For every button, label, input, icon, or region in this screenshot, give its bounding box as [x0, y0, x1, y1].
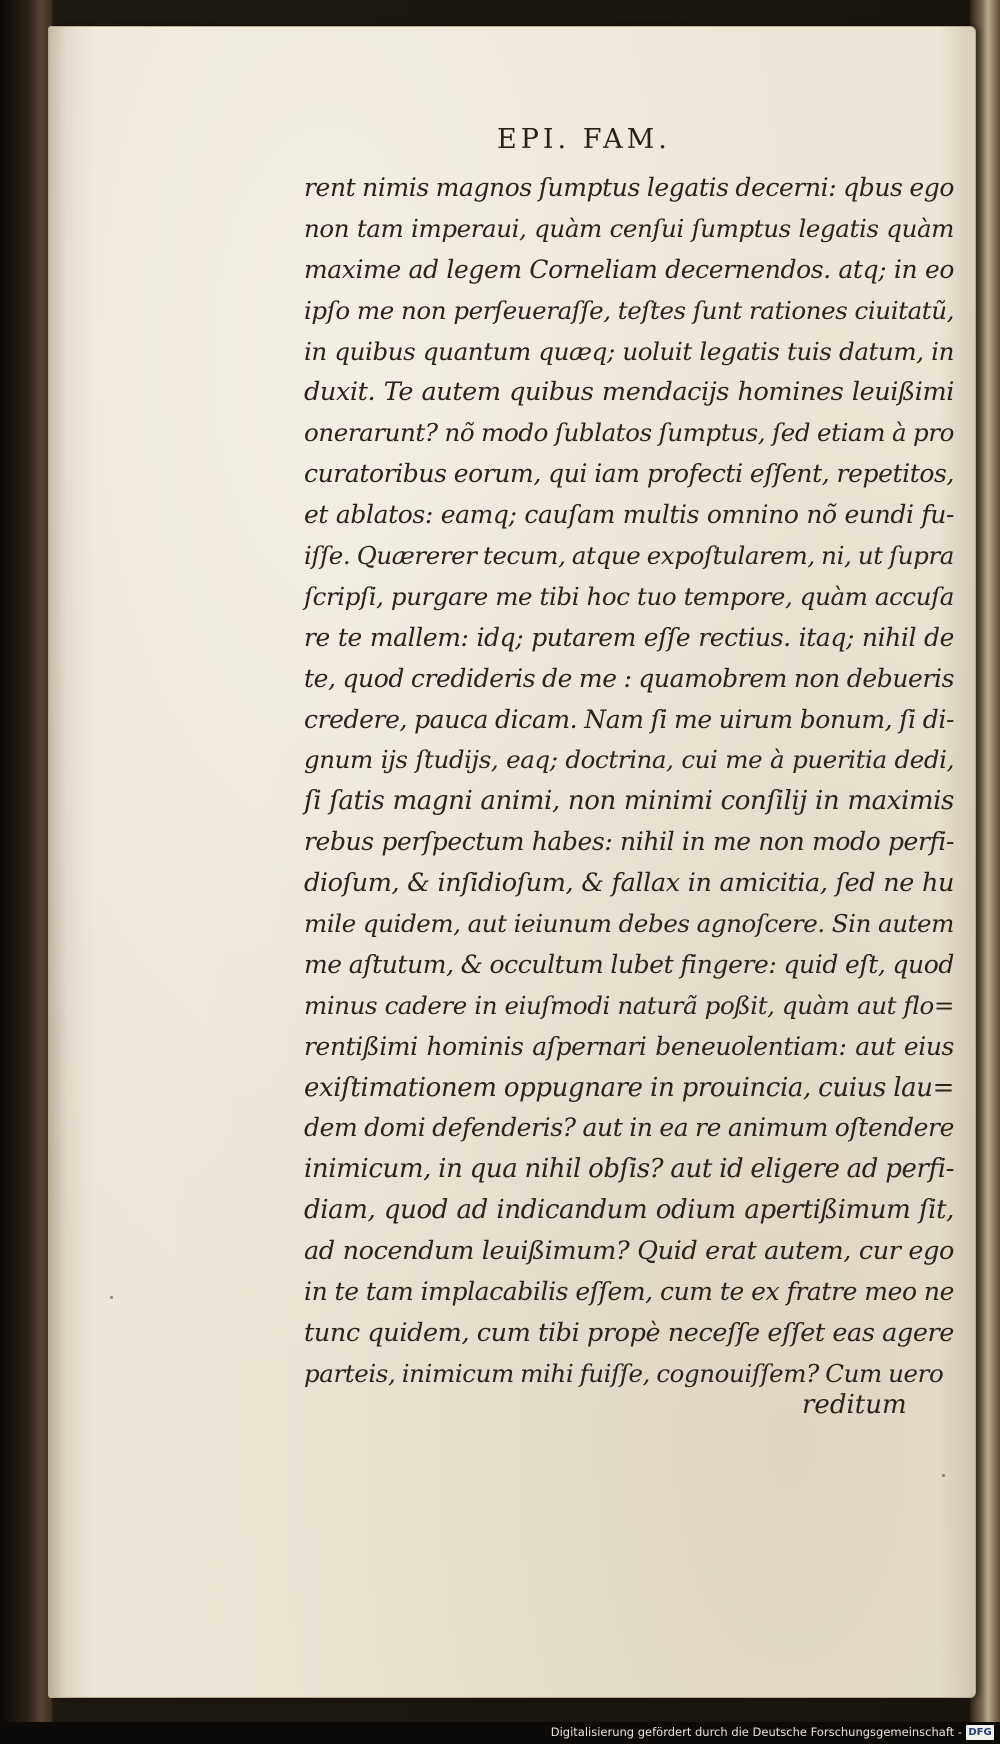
catchword: reditum: [802, 1390, 907, 1420]
text-line: in te tam implacabilis eſſem, cum te ex fratre meo ne: [304, 1277, 954, 1307]
text-line: duxit. Te autem quibus mendacijs homines leuißimi: [304, 377, 954, 408]
text-line: me aſtutum, & occultum lubet fingere: quid eſt, quod: [304, 949, 954, 979]
text-line: diam, quod ad indicandum odium apertißimum ſit,: [304, 1195, 954, 1226]
text-line: iſſe. Quærerer tecum, atque expoſtularem, ni, ut ſupra: [304, 541, 954, 571]
text-line: onerarunt? nõ modo ſublatos ſumptus, ſed etiam à pro: [304, 418, 954, 448]
text-line: non tam imperaui, quàm cenſui ſumptus legatis quàm: [304, 213, 954, 243]
text-line: re te mallem: idq; putarem eſſe rectius. itaq; nihil de: [304, 622, 954, 652]
text-line: inimicum, in qua nihil obſis? aut id eligere ad perfi-: [304, 1154, 954, 1185]
text-line: mile quidem, aut ieiunum debes agnoſcere. Sin autem: [304, 909, 954, 939]
paper-speck: [942, 1474, 945, 1477]
paper-speck: [110, 1296, 113, 1299]
text-line: ad nocendum leuißimum? Quid erat autem, cur ego: [304, 1236, 954, 1267]
text-line: in quibus quantum quæq; uoluit legatis tuis datum, in: [304, 336, 954, 366]
text-line: rebus perſpectum habes: nihil in me non modo perfi-: [304, 827, 954, 857]
text-line: te, quod credideris de me : quamobrem non debueris: [304, 663, 954, 693]
book-spine: [0, 0, 52, 1744]
text-line: et ablatos: eamq; cauſam multis omnino nõ eundi fu-: [304, 500, 954, 530]
footer-credit: Digitalisierung gefördert durch die Deutsche Forschungsgemeinschaft -: [550, 1725, 962, 1739]
text-line: minus cadere in eiuſmodi naturã poßit, quàm aut flo=: [304, 990, 954, 1020]
dfg-logo: DFG: [966, 1725, 994, 1740]
text-line: rentißimi hominis aſpernari beneuolentiam: aut eius: [304, 1031, 954, 1061]
text-line: parteis, inimicum mihi fuiſſe, cognouiſſem? Cum uero: [304, 1358, 944, 1388]
text-line: curatoribus eorum, qui iam profecti eſſent, repetitos,: [304, 459, 954, 489]
text-line: credere, pauca dicam. Nam ſi me uirum bonum, ſi di-: [304, 704, 954, 734]
text-line: rent nimis magnos ſumptus legatis decerni: qbus ego: [304, 173, 954, 202]
text-line: dem domi defenderis? aut in ea re animum oſtendere: [304, 1113, 954, 1143]
text-line: exiſtimationem oppugnare in prouincia, cuius lau=: [304, 1072, 954, 1103]
text-line: tunc quidem, cum tibi propè neceſſe eſſet eas agere: [304, 1317, 954, 1348]
text-line: dioſum, & inſidioſum, & fallax in amicitia, ſed ne hu: [304, 868, 954, 899]
text-block: [304, 168, 954, 1395]
running-head: EPI. FAM.: [497, 124, 671, 155]
text-line: ipſo me non perſeueraſſe, teſtes ſunt rationes ciuitatũ,: [304, 295, 954, 325]
text-line: ſcripſi, purgare me tibi hoc tuo tempore, quàm accuſa: [304, 581, 954, 611]
text-line: ſi ſatis magni animi, non minimi conſilij in maximis: [304, 786, 954, 817]
text-line: gnum ijs ſtudijs, eaq; doctrina, cui me à pueritia dedi,: [304, 745, 954, 775]
text-line: maxime ad legem Corneliam decernendos. atq; in eo: [304, 254, 954, 284]
